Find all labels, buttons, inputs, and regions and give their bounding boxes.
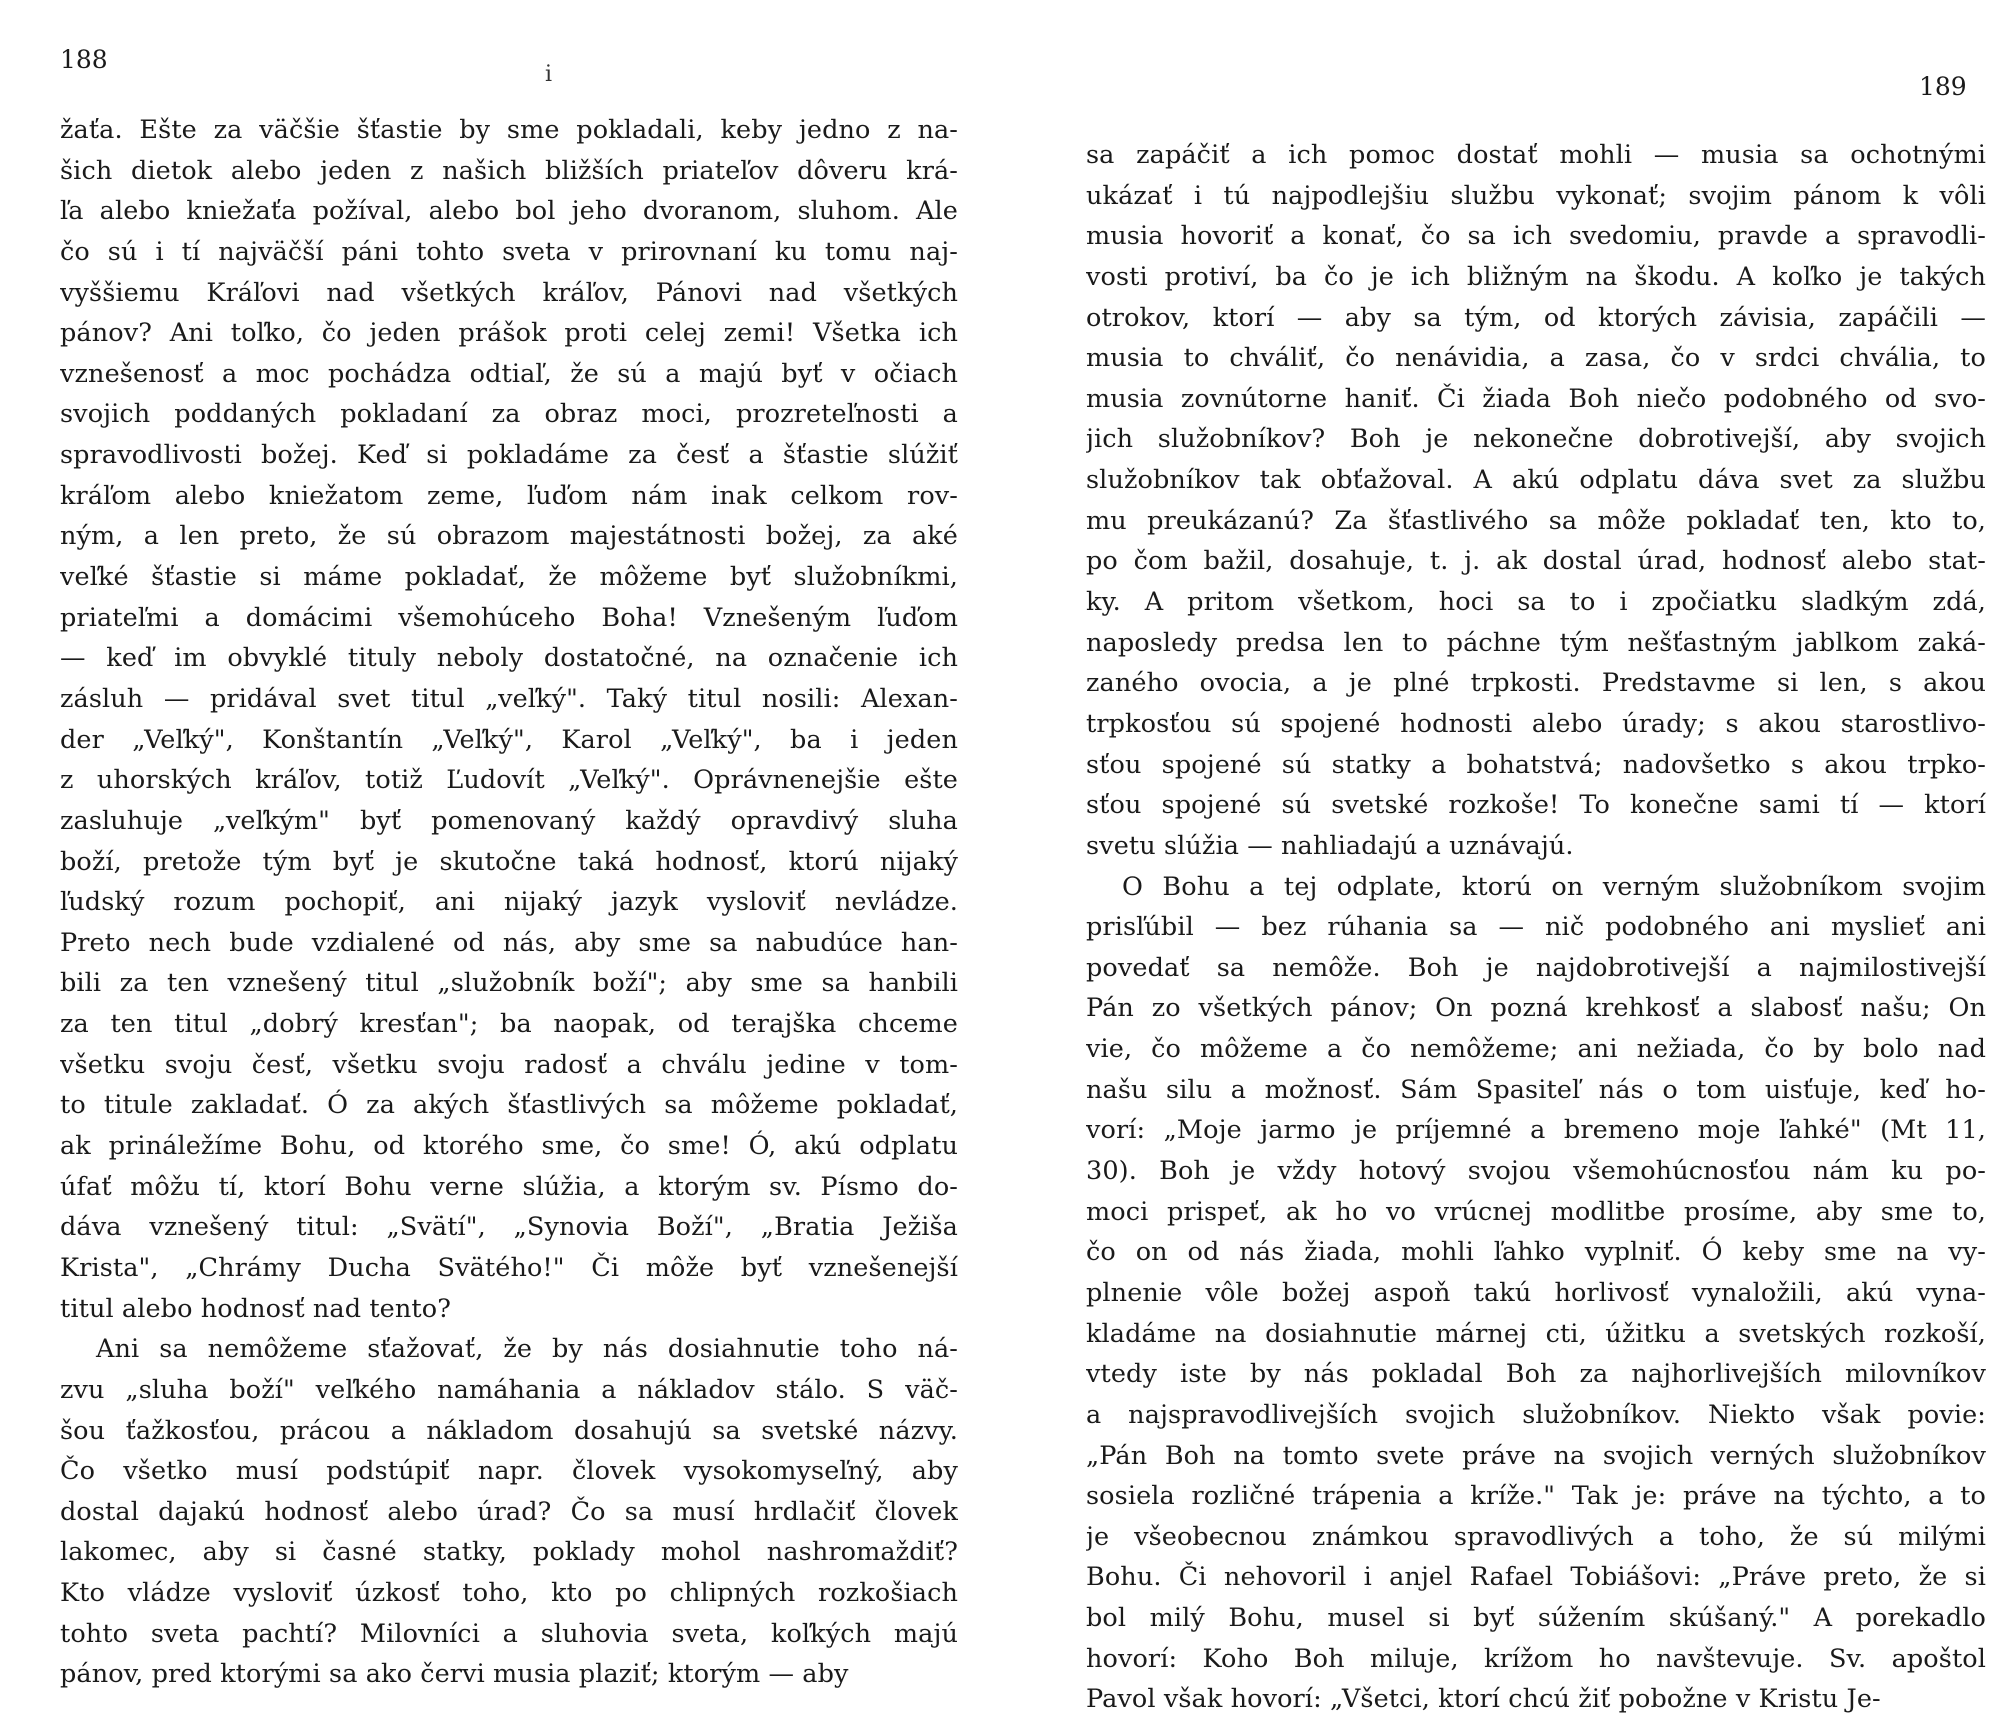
text-line: sťou spojené sú svetské rozkoše! To konečne sami tí — ktorí (1086, 790, 1986, 821)
text-line: úfať môžu tí, ktorí Bohu verne slúžia, a ktorým sv. Písmo do- (60, 1171, 958, 1202)
text-line: Bohu. Či nehovoril i anjel Rafael Tobiášovi: „Práve preto, že si (1086, 1562, 1986, 1593)
text-line: všetku svoju česť, všetku svoju radosť a chválu jedine v tom- (60, 1049, 958, 1080)
text-line: zasluhuje „veľkým" byť pomenovaný každý opravdivý sluha (60, 805, 958, 836)
text-line: sosiela rozličné trápenia a kríže." Tak je: práve na týchto, a to (1086, 1481, 1986, 1512)
text-line: je všeobecnou známkou spravodlivých a toho, že sú milými (1086, 1521, 1986, 1552)
text-line: zásluh — pridával svet titul „veľký". Taký titul nosili: Alexan- (60, 683, 958, 714)
text-line: titul alebo hodnosť nad tento? (60, 1293, 451, 1324)
text-line: musia zovnútorne haniť. Či žiada Boh niečo podobného od svo- (1086, 383, 1986, 414)
text-line: „Pán Boh na tomto svete práve na svojich verných služobníkov (1086, 1440, 1986, 1471)
text-line: — keď im obvyklé tituly neboly dostatočné, na označenie ich (60, 643, 958, 674)
text-line: vyššiemu Kráľovi nad všetkých kráľov, Pánovi nad všetkých (60, 277, 958, 308)
text-line: kráľom alebo kniežatom zeme, ľuďom nám inak celkom rov- (60, 480, 958, 511)
text-line: zvu „sluha boží" veľkého namáhania a nákladov stálo. S väč- (60, 1374, 958, 1405)
right-page (1006, 0, 2012, 1715)
text-line: trpkosťou sú spojené hodnosti alebo úrady; s akou starostlivo- (1086, 708, 1986, 739)
text-line: boží, pretože tým byť je skutočne taká hodnosť, ktorú nijaký (60, 846, 958, 877)
text-line: svetu slúžia — nahliadajú a uznávajú. (1086, 830, 1574, 861)
text-line: vorí: „Moje jarmo je príjemné a bremeno moje ľahké" (Mt 11, (1086, 1115, 1986, 1146)
text-line: ným, a len preto, že sú obrazom majestátnosti božej, za aké (60, 521, 958, 552)
text-line: dáva vznešený titul: „Svätí", „Synovia Boží", „Bratia Ježiša (60, 1212, 958, 1243)
text-line: priateľmi a domácimi všemohúceho Boha! Vznešeným ľuďom (60, 602, 958, 633)
text-line: zaného ovocia, a je plné trpkosti. Predstavme si len, s akou (1086, 668, 1986, 699)
text-line: spravodlivosti božej. Keď si pokladáme za česť a šťastie slúžiť (60, 440, 958, 471)
text-line: pánov, pred ktorými sa ako červi musia plaziť; ktorým — aby (60, 1659, 849, 1690)
text-line: Pán zo všetkých pánov; On pozná krehkosť a slabosť našu; On (1086, 993, 1986, 1024)
text-line: služobníkov tak obťažoval. A akú odplatu dáva svet za službu (1086, 465, 1986, 496)
text-line: Krista", „Chrámy Ducha Svätého!" Či môže byť vznešenejší (60, 1252, 958, 1283)
text-line: plnenie vôle božej aspoň takú horlivosť vynaložili, akú vyna- (1086, 1277, 1986, 1308)
text-line: moci prispeť, ak ho vo vrúcnej modlitbe prosíme, aby sme to, (1086, 1196, 1986, 1227)
text-line: sťou spojené sú statky a bohatstvá; nadovšetko s akou trpko- (1086, 749, 1986, 780)
text-line: našu silu a možnosť. Sám Spasiteľ nás o tom uisťuje, keď ho- (1086, 1074, 1986, 1105)
page-number-left: 188 (60, 45, 108, 74)
text-line: lakomec, aby si časné statky, poklady mohol nashromaždiť? (60, 1537, 958, 1568)
text-line: šich dietok alebo jeden z našich bližších priateľov dôveru krá- (60, 155, 958, 186)
text-line: tohto sveta pachtí? Milovníci a sluhovia sveta, koľkých majú (60, 1618, 958, 1649)
text-line: to titule zakladať. Ó za akých šťastlivých sa môžeme pokladať, (60, 1090, 958, 1121)
right-page-body-text (1086, 135, 1986, 1720)
text-line: vosti protiví, ba čo je ich bližným na škodu. A koľko je takých (1086, 261, 1986, 292)
text-line: O Bohu a tej odplate, ktorú on verným služobníkom svojim (1122, 871, 1986, 902)
text-line: Kto vládze vysloviť úzkosť toho, kto po chlipných rozkošiach (60, 1578, 958, 1609)
text-line: naposledy predsa len to páchne tým nešťastným jablkom zaká- (1086, 627, 1986, 658)
text-line: ak prináležíme Bohu, od ktorého sme, čo sme! Ó, akú odplatu (60, 1131, 958, 1162)
text-line: ľudský rozum pochopiť, ani nijaký jazyk vysloviť nevládze. (60, 887, 958, 918)
text-line: hovorí: Koho Boh miluje, krížom ho navštevuje. Sv. apoštol (1086, 1643, 1986, 1674)
text-line: pánov? Ani toľko, čo jeden prášok proti celej zemi! Všetka ich (60, 318, 958, 349)
text-line: po čom bažil, dosahuje, t. j. ak dostal úrad, hodnosť alebo stat- (1086, 546, 1986, 577)
text-line: prisľúbil — bez rúhania sa — nič podobného ani myslieť ani (1086, 912, 1986, 943)
text-line: ľa alebo kniežaťa požíval, alebo bol jeho dvoranom, sluhom. Ale (60, 196, 958, 227)
text-line: čo on od nás žiada, mohli ľahko vyplniť. Ó keby sme na vy- (1086, 1237, 1986, 1268)
text-line: šou ťažkosťou, prácou a nákladom dosahujú sa svetské názvy. (60, 1415, 958, 1446)
text-line: žaťa. Ešte za väčšie šťastie by sme pokladali, keby jedno z na- (60, 115, 958, 145)
text-line: kladáme na dosiahnutie márnej cti, úžitku a svetských rozkoší, (1086, 1318, 1986, 1349)
text-line: sa zapáčiť a ich pomoc dostať mohli — musia sa ochotnými (1086, 140, 1986, 170)
text-line: jich služobníkov? Boh je nekonečne dobrotivejší, aby svojich (1086, 424, 1986, 455)
text-line: otrokov, ktorí — aby sa tým, od ktorých závisia, zapáčili — (1086, 302, 1986, 333)
page-number-right: 189 (1919, 72, 1967, 101)
text-line: Preto nech bude vzdialené od nás, aby sme sa nabudúce han- (60, 927, 958, 958)
text-line: bol milý Bohu, musel si byť súžením skúšaný." A porekadlo (1086, 1603, 1986, 1634)
left-page-body-text (60, 110, 958, 1695)
text-line: mu preukázanú? Za šťastlivého sa môže pokladať ten, kto to, (1086, 505, 1986, 536)
text-line: ky. A pritom všetkom, hoci sa to i zpočiatku sladkým zdá, (1086, 587, 1986, 618)
text-line: Pavol však hovorí: „Všetci, ktorí chcú žiť pobožne v Kristu Je- (1086, 1684, 1881, 1715)
text-line: Čo všetko musí podstúpiť napr. človek vysokomyseľný, aby (60, 1456, 958, 1487)
text-line: vtedy iste by nás pokladal Boh za najhorlivejších milovníkov (1086, 1359, 1986, 1390)
text-line: vznešenosť a moc pochádza odtiaľ, že sú a majú byť v očiach (60, 358, 958, 389)
text-line: svojich poddaných pokladaní za obraz moci, prozreteľnosti a (60, 399, 958, 430)
text-line: bili za ten vznešený titul „služobník boží"; aby sme sa hanbili (60, 968, 958, 999)
text-line: ukázať i tú najpodlejšiu službu vykonať; svojim pánom k vôli (1086, 180, 1986, 211)
text-line: musia to chváliť, čo nenávidia, a zasa, čo v srdci chvália, to (1086, 343, 1986, 374)
text-line: čo sú i tí najväčší páni tohto sveta v prirovnaní ku tomu naj- (60, 236, 958, 267)
text-line: der „Veľký", Konštantín „Veľký", Karol „Veľký", ba i jeden (60, 724, 958, 755)
text-line: dostal dajakú hodnosť alebo úrad? Čo sa musí hrdlačiť človek (60, 1496, 958, 1527)
left-page (0, 0, 1006, 1690)
text-line: musia hovoriť a konať, čo sa ich svedomiu, pravde a spravodli- (1086, 221, 1986, 252)
text-line: veľké šťastie si máme pokladať, že môžeme byť služobníkmi, (60, 562, 958, 593)
text-line: povedať sa nemôže. Boh je najdobrotivejší a najmilostivejší (1086, 952, 1986, 983)
stray-mark: ⅰ (545, 62, 553, 87)
text-line: vie, čo môžeme a čo nemôžeme; ani nežiada, čo by bolo nad (1086, 1034, 1986, 1065)
text-line: Ani sa nemôžeme sťažovať, že by nás dosiahnutie toho ná- (96, 1334, 958, 1365)
text-line: 30). Boh je vždy hotový svojou všemohúcnosťou nám ku po- (1086, 1156, 1986, 1187)
text-line: z uhorských kráľov, totiž Ľudovít „Veľký". Oprávnenejšie ešte (60, 765, 958, 796)
text-line: za ten titul „dobrý kresťan"; ba naopak, od terajška chceme (60, 1009, 958, 1040)
text-line: a najspravodlivejších svojich služobníkov. Niekto však povie: (1086, 1399, 1986, 1430)
